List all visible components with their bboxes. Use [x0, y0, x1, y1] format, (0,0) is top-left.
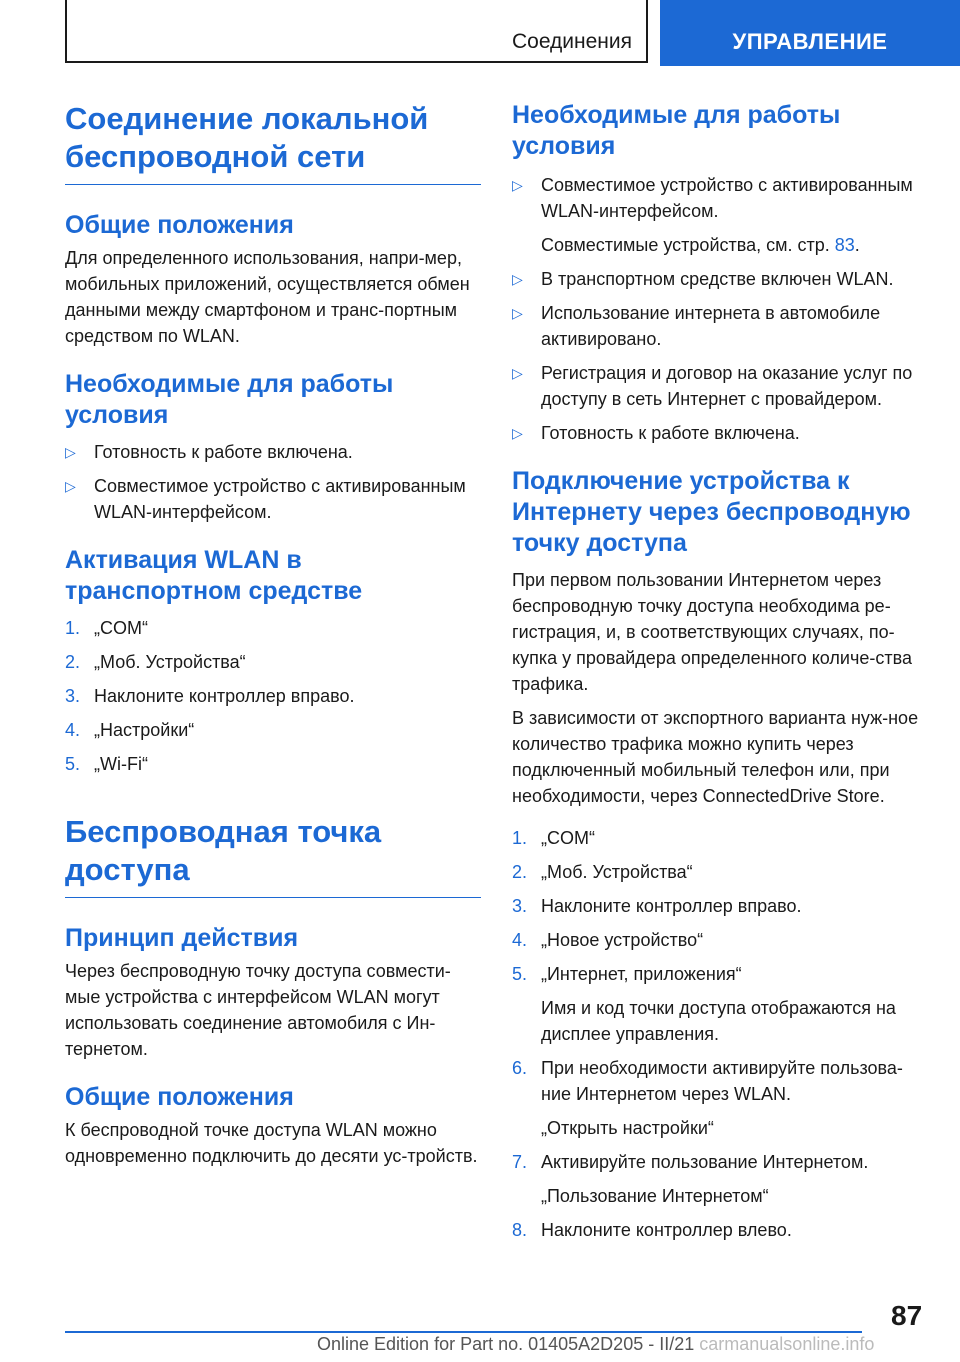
- section-title: Соединения: [511, 30, 632, 53]
- heading-general-1: Общие положения: [65, 211, 294, 239]
- heading-connect: Подключение устройства к Интернету через беспроводную точку доступа: [512, 467, 911, 557]
- heading-principle: Принцип действия: [65, 924, 299, 952]
- list-item: 3. Наклоните контроллер вправо.: [65, 686, 355, 706]
- footer-divider: [65, 1331, 862, 1333]
- left-column: [65, 100, 481, 1169]
- list-item: ▷ Использование интернета в автомобиле активировано.: [512, 300, 932, 352]
- page-number: 87: [891, 1300, 923, 1331]
- heading-requirements-1: Необходимые для работы условия: [65, 370, 394, 429]
- list-item-note: Имя и код точки доступа отображаются на дисплее управления.: [541, 998, 896, 1044]
- triangle-right-icon: ▷: [65, 444, 76, 460]
- list-item: 2. „Моб. Устройства“: [512, 862, 693, 882]
- triangle-right-icon: ▷: [512, 365, 523, 381]
- page-link[interactable]: 83: [834, 235, 855, 255]
- list-item: 5. „Интернет, приложения“ Имя и код точки доступа отображаются на дисплее управления.: [512, 961, 932, 1047]
- list-item: ▷ Регистрация и договор на оказание услуг по доступу в сеть Интернет с провайдером.: [512, 360, 932, 412]
- list-item: 4. „Настройки“: [65, 720, 195, 740]
- list-item: ▷ В транспортном средстве включен WLAN.: [512, 266, 932, 292]
- heading-wlan: Соединение локальной беспроводной сети: [65, 100, 481, 185]
- chapter-title: УПРАВЛЕНИЕ: [732, 29, 888, 54]
- list-item: 3. Наклоните контроллер вправо.: [512, 896, 802, 916]
- edition-info: Online Edition for Part no. 01405A2D205 - II/21: [317, 1334, 695, 1354]
- requirements-list-1: [65, 439, 481, 525]
- triangle-right-icon: ▷: [512, 425, 523, 441]
- triangle-right-icon: ▷: [512, 177, 523, 193]
- list-item: 6. При необходимости активируйте пользова-ние Интернетом через WLAN. „Открыть настройки“: [512, 1055, 932, 1141]
- list-item: 4. „Новое устройство“: [512, 930, 704, 950]
- list-item-note: „Открыть настройки“: [541, 1118, 714, 1138]
- section-tab: [65, 0, 648, 63]
- list-item: ▷ Совместимое устройство с активированным WLAN-интерфейсом.: [65, 473, 481, 525]
- list-item: ▷ Совместимое устройство с активированным WLAN-интерфейсом. Совместимые устройства, см. стр. 83.: [512, 172, 932, 258]
- list-item-note: Совместимые устройства, см. стр. 83.: [541, 235, 860, 255]
- heading-hotspot: Беспроводная точка доступа: [65, 813, 481, 898]
- steps-list-1: [65, 615, 481, 777]
- heading-requirements-2: Необходимые для работы условия: [512, 101, 841, 160]
- paragraph-general-2: К беспроводной точке доступа WLAN можно одновременно подключить до десяти ус-тройств.: [65, 1120, 478, 1166]
- paragraph-connect-1: При первом пользовании Интернетом через беспроводную точку доступа необходима ре-гистрация, и, в соответствующих случаях, по-купка у провайдера определенного количе-ства трафика.: [512, 570, 912, 694]
- requirements-list-2: [512, 172, 932, 446]
- watermark: carmanualsonline.info: [699, 1334, 875, 1354]
- footer: [317, 1334, 874, 1355]
- list-item-note: „Пользование Интернетом“: [541, 1186, 769, 1206]
- steps-list-2: [512, 825, 932, 1243]
- paragraph-general-1: Для определенного использования, напри-мер, мобильных приложений, осуществляется обмен данными между смартфоном и транс-портным средством по WLAN.: [65, 248, 470, 346]
- paragraph-principle: Через беспроводную точку доступа совмести-мые устройства с интерфейсом WLAN могут использовать соединение автомобиля с Ин-тернетом.: [65, 961, 451, 1059]
- triangle-right-icon: ▷: [512, 271, 523, 287]
- list-item: 1. „COM“: [65, 618, 148, 638]
- page-header: [0, 0, 960, 66]
- chapter-tab: [660, 0, 960, 66]
- heading-activate-wlan: Активация WLAN в транспортном средстве: [65, 546, 363, 605]
- list-item: 7. Активируйте пользование Интернетом. „Пользование Интернетом“: [512, 1149, 932, 1209]
- right-column: [512, 100, 932, 1243]
- paragraph-connect-2: В зависимости от экспортного варианта нуж-ное количество трафика можно купить через подключенный мобильный телефон или, при необходимости, через ConnectedDrive Store.: [512, 708, 919, 806]
- heading-general-2: Общие положения: [65, 1083, 294, 1111]
- triangle-right-icon: ▷: [512, 305, 523, 321]
- list-item: 2. „Моб. Устройства“: [65, 652, 246, 672]
- list-item: 1. „COM“: [512, 828, 595, 848]
- list-item: ▷ Готовность к работе включена.: [512, 420, 932, 446]
- list-item: 8. Наклоните контроллер влево.: [512, 1220, 792, 1240]
- list-item: ▷ Готовность к работе включена.: [65, 439, 481, 465]
- triangle-right-icon: ▷: [65, 478, 76, 494]
- list-item: 5. „Wi-Fi“: [65, 754, 148, 774]
